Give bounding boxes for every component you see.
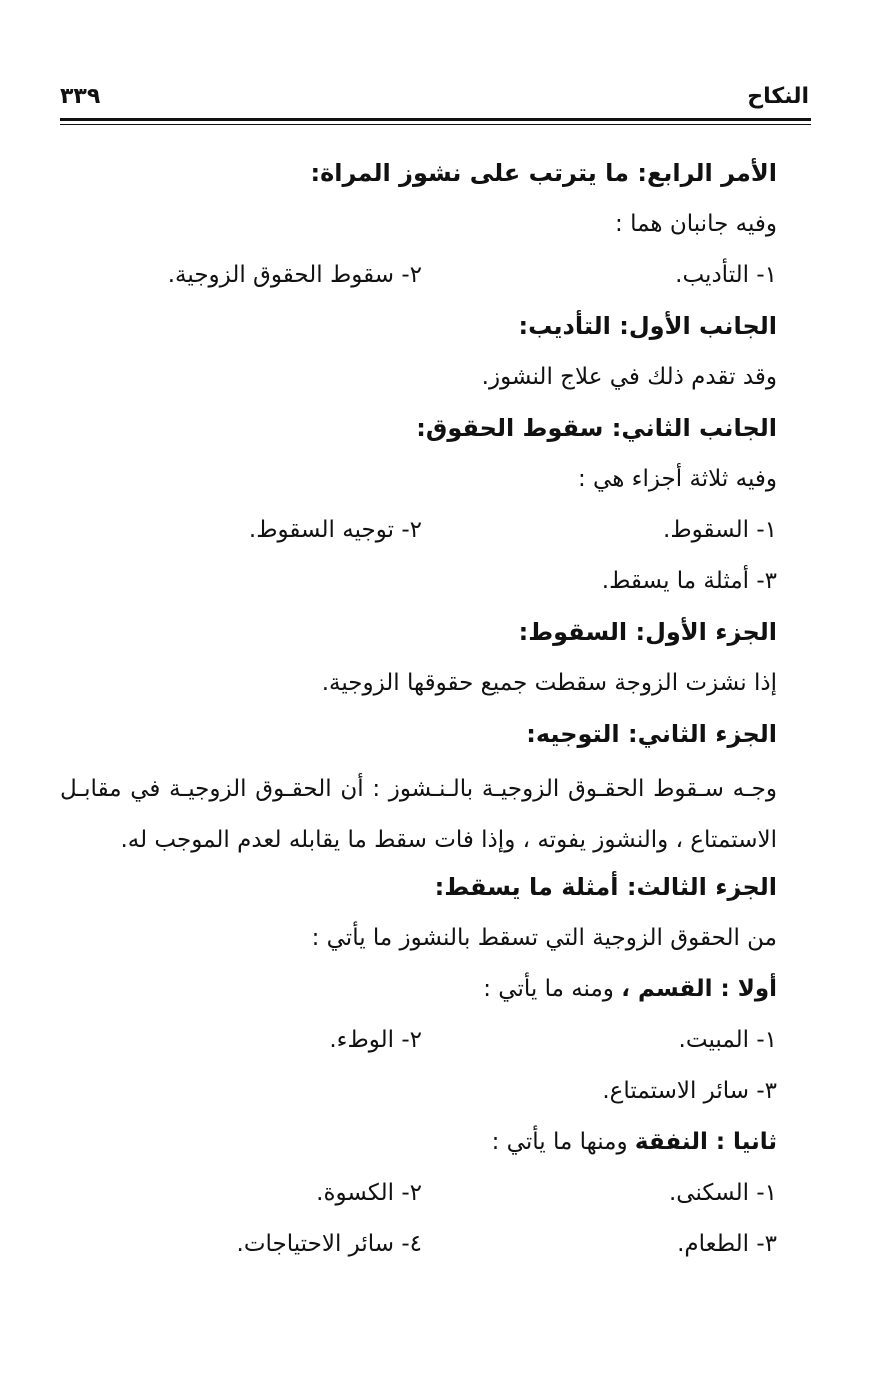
- heading-side-one: الجانب الأول: التأديب:: [518, 312, 777, 340]
- part-three-intro: من الحقوق الزوجية التي تسقط بالنشوز ما يأتي :: [311, 925, 777, 951]
- heading-part-one: الجزء الأول: السقوط:: [518, 618, 777, 646]
- sides-list-row: [60, 254, 777, 305]
- header-rule-thick: [60, 118, 811, 121]
- list-item: ٢- توجيه السقوط.: [248, 517, 422, 543]
- heading-part-three: الجزء الثالث: أمثلة ما يسقط:: [434, 873, 777, 901]
- part-one-text: إذا نشزت الزوجة سقطت جميع حقوقها الزوجية.: [321, 670, 777, 696]
- list-item: ١- التأديب.: [675, 262, 777, 288]
- category-label: ثانيا : النفقة: [634, 1129, 777, 1155]
- side-one-text: وقد تقدم ذلك في علاج النشوز.: [481, 364, 777, 390]
- list-item: ٣- سائر الاستمتاع.: [602, 1078, 777, 1104]
- category-label: أولا : القسم ،: [621, 976, 777, 1002]
- list-item: ٢- الوطء.: [329, 1027, 422, 1053]
- page-body: [60, 152, 777, 1274]
- intro-three-parts: وفيه ثلاثة أجزاء هي :: [577, 466, 777, 492]
- part-two-paragraph: [60, 764, 777, 866]
- list-item: ١- السقوط.: [663, 517, 777, 543]
- header-rule-thin: [60, 124, 811, 125]
- paragraph-line: الاستمتاع ، والنشوز يفوته ، وإذا فات سقط ما يقابله لعدم الموجب له.: [120, 827, 777, 853]
- heading-fourth-matter: الأمر الرابع: ما يترتب على نشوز المراة:: [310, 159, 777, 187]
- list-item: ١- المبيت.: [678, 1027, 777, 1053]
- page-number: ٣٣٩: [60, 84, 101, 109]
- first-list-row: [60, 1019, 777, 1070]
- list-item: ٢- سقوط الحقوق الزوجية.: [167, 262, 422, 288]
- paragraph-line: وجـه سـقوط الحقـوق الزوجيـة بالـنـشوز : أن الحقـوق الزوجيـة في مقابـل: [60, 776, 777, 802]
- list-item: ١- السكنى.: [668, 1180, 777, 1206]
- first-category: [60, 968, 777, 1019]
- list-item: ٤- سائر الاحتياجات.: [236, 1231, 422, 1257]
- list-item: ٢- الكسوة.: [316, 1180, 422, 1206]
- category-rest: ومنه ما يأتي :: [483, 976, 622, 1002]
- list-item: ٣- أمثلة ما يسقط.: [601, 568, 777, 594]
- parts-list-row: [60, 509, 777, 560]
- heading-part-two: الجزء الثاني: التوجيه:: [526, 720, 777, 748]
- intro-two-sides: وفيه جانبان هما :: [615, 211, 777, 237]
- second-category: [60, 1121, 777, 1172]
- second-list-row-1: [60, 1172, 777, 1223]
- category-rest: ومنها ما يأتي :: [491, 1129, 635, 1155]
- running-header-title: النكاح: [747, 84, 809, 109]
- second-list-row-2: [60, 1223, 777, 1274]
- heading-side-two: الجانب الثاني: سقوط الحقوق:: [416, 414, 777, 442]
- list-item: ٣- الطعام.: [677, 1231, 777, 1257]
